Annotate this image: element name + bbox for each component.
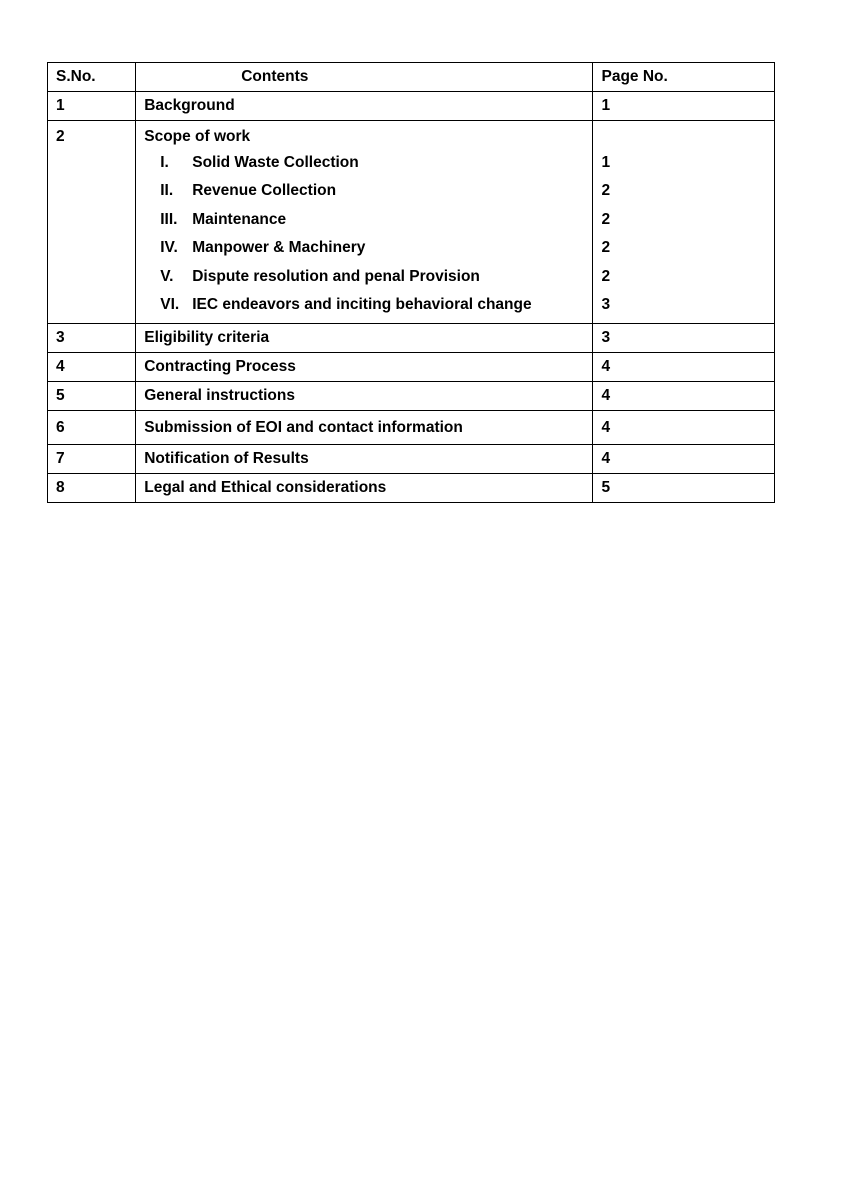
header-page: Page No.: [593, 63, 775, 92]
sub-item-numeral: IV.: [160, 239, 178, 257]
row-sno: 7: [48, 445, 136, 474]
header-row: [48, 63, 775, 92]
table-row: [48, 411, 775, 445]
sub-item-numeral: V.: [160, 267, 174, 285]
sub-item-page: 2: [601, 267, 611, 285]
row-title: Eligibility criteria: [136, 324, 593, 353]
table-row: [48, 92, 775, 121]
table-row: [48, 474, 775, 503]
row-title: Scope of work: [144, 128, 251, 145]
sub-item-page: 2: [601, 182, 611, 200]
sub-item: [144, 234, 584, 262]
row-title: General instructions: [136, 382, 593, 411]
row-sno: 1: [48, 92, 136, 121]
table-of-contents: [47, 62, 775, 503]
sub-item-numeral: III.: [160, 210, 178, 228]
sub-item-numeral: VI.: [160, 295, 180, 313]
row-title: Background: [136, 92, 593, 121]
table-row: [48, 324, 775, 353]
sub-item-text: Maintenance: [192, 210, 287, 228]
row-title: Notification of Results: [136, 445, 593, 474]
sub-item-numeral: II.: [160, 182, 174, 200]
sub-item-text: IEC endeavors and inciting behavioral change: [192, 295, 532, 313]
row-sno: 6: [48, 411, 136, 445]
sub-item-page: 1: [601, 154, 611, 171]
table-row: [48, 353, 775, 382]
sub-item-page: 2: [601, 210, 611, 228]
row-page: 4: [593, 382, 775, 411]
sub-item: [144, 206, 584, 234]
sub-item-text: Revenue Collection: [192, 182, 337, 200]
table-row: [48, 382, 775, 411]
row-sno-text: 2: [56, 128, 65, 145]
row-page: 1: [593, 92, 775, 121]
row-page: 4: [593, 411, 775, 445]
table-row-scope: [48, 121, 775, 324]
row-page: [601, 125, 766, 149]
scope-page-cell: [593, 121, 775, 324]
table-row: [48, 445, 775, 474]
sub-item: [144, 263, 584, 291]
sub-item: [144, 149, 584, 177]
row-sno: [48, 121, 136, 324]
row-title: Contracting Process: [136, 353, 593, 382]
header-sno: S.No.: [48, 63, 136, 92]
row-sno: 8: [48, 474, 136, 503]
header-contents: Contents: [136, 63, 593, 92]
row-sno: 5: [48, 382, 136, 411]
row-sno: 3: [48, 324, 136, 353]
row-title: Legal and Ethical considerations: [136, 474, 593, 503]
row-page: 4: [593, 445, 775, 474]
row-page: 3: [593, 324, 775, 353]
sub-item-numeral: I.: [160, 154, 169, 171]
row-sno: 4: [48, 353, 136, 382]
sub-item: [144, 177, 584, 205]
sub-item-text: Solid Waste Collection: [192, 154, 359, 171]
row-title: Submission of EOI and contact information: [136, 411, 593, 445]
row-page: 5: [593, 474, 775, 503]
sub-item: [144, 291, 584, 319]
sub-item-text: Manpower & Machinery: [192, 239, 366, 257]
sub-item-page: 3: [601, 295, 611, 313]
sub-item-text: Dispute resolution and penal Provision: [192, 267, 480, 285]
row-page: 4: [593, 353, 775, 382]
scope-contents-cell: [136, 121, 593, 324]
sub-item-page: 2: [601, 239, 611, 257]
